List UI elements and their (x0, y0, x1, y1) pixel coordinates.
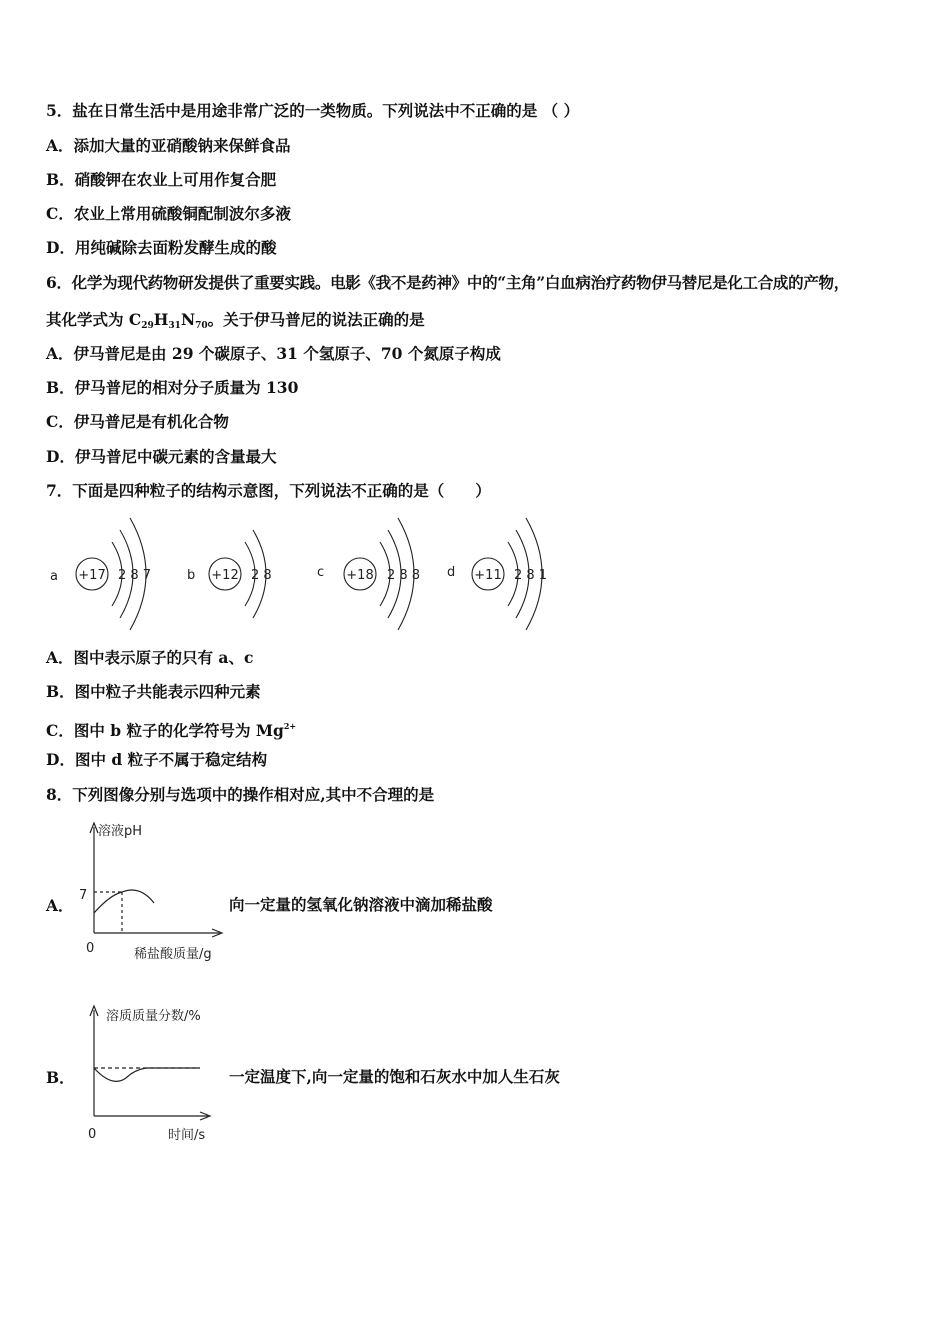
particle-a-electrons: 2 8 7 (118, 568, 152, 583)
q6-stem2-pre: 其化学式为 C (46, 310, 142, 329)
graph-b-ylabel: 溶质质量分数/% (106, 1009, 201, 1024)
q6-option-b: B．伊马普尼的相对分子质量为 130 (46, 378, 299, 397)
mg-charge-superscript: 2+ (283, 721, 297, 731)
q5-option-c: C．农业上常用硫酸铜配制波尔多液 (46, 204, 291, 223)
q7-option-c-text: C．图中 b 粒子的化学符号为 Mg (46, 721, 284, 740)
formula-c-subscript: 29 (141, 321, 154, 331)
graph-a-origin: 0 (86, 941, 95, 956)
graph-b-description: 一定温度下,向一定量的饱和石灰水中加人生石灰 (229, 1067, 560, 1086)
q5-option-b: B．硝酸钾在农业上可用作复合肥 (46, 170, 277, 189)
q8-option-a-label: A． (46, 896, 74, 915)
particle-c-electrons: 2 8 8 (387, 568, 421, 583)
graph-a-description: 向一定量的氢氧化钠溶液中滴加稀盐酸 (229, 895, 493, 914)
graph-b-curve (94, 1068, 200, 1081)
q5-option-d: D．用纯碱除去面粉发酵生成的酸 (46, 238, 277, 257)
graph-b-origin: 0 (88, 1127, 97, 1142)
q8-option-b-label: B． (46, 1068, 75, 1087)
q5-stem: 5．盐在日常生活中是用途非常广泛的一类物质。下列说法中不正确的是 （ ） (46, 101, 580, 120)
particle-a-nucleus: +17 (78, 568, 106, 583)
q6-stem2-post: 。关于伊马普尼的说法正确的是 (207, 310, 425, 329)
formula-h: H (153, 310, 169, 329)
q7-option-d: D．图中 d 粒子不属于稳定结构 (46, 750, 268, 769)
particle-diagrams (40, 512, 580, 632)
q8-stem: 8．下列图像分别与选项中的操作相对应,其中不合理的是 (46, 785, 435, 804)
q7-option-b: B．图中粒子共能表示四种元素 (46, 682, 261, 701)
particle-d-nucleus: +11 (474, 568, 502, 583)
q6-stem-line2 (46, 310, 425, 336)
graph-a-ylabel: 溶液pH (98, 824, 143, 839)
graph-b-xlabel: 时间/s (168, 1128, 206, 1143)
formula-h-subscript: 31 (168, 321, 181, 331)
q6-option-a: A．伊马普尼是由 29 个碳原子、31 个氢原子、70 个氮原子构成 (46, 344, 501, 363)
particle-b-label: b (187, 568, 196, 583)
particle-b-electrons: 2 8 (251, 568, 272, 583)
q7-option-c (46, 716, 296, 741)
graph-a-curve (94, 890, 154, 913)
q6-stem: 6．化学为现代药物研发提供了重要实践。电影《我不是药神》中的“主角”白血病治疗药物伊马替尼是化工合成的产物， (46, 273, 849, 292)
particle-d-electrons: 2 8 1 (514, 568, 548, 583)
q6-option-d: D．伊马普尼中碳元素的含量最大 (46, 447, 277, 466)
particle-b-nucleus: +12 (211, 568, 239, 583)
graph-a-ph-curve (70, 815, 230, 965)
particle-a-label: a (50, 569, 58, 584)
q5-option-a: A．添加大量的亚硝酸钠来保鲜食品 (46, 136, 291, 155)
particle-d-label: d (447, 565, 456, 580)
formula-n: N (180, 310, 196, 329)
graph-a-ytick-7: 7 (79, 888, 88, 903)
q7-option-a: A．图中表示原子的只有 a、c (46, 648, 254, 667)
particle-c-nucleus: +18 (346, 568, 374, 583)
q6-option-c: C．伊马普尼是有机化合物 (46, 412, 229, 431)
particle-c-label: c (317, 565, 325, 580)
formula-n-subscript: 70 (195, 321, 208, 331)
q7-stem: 7．下面是四种粒子的结构示意图，下列说法不正确的是（ ） (46, 481, 491, 500)
graph-a-xlabel: 稀盐酸质量/g (134, 947, 212, 962)
graph-b-solute-fraction (70, 998, 240, 1144)
